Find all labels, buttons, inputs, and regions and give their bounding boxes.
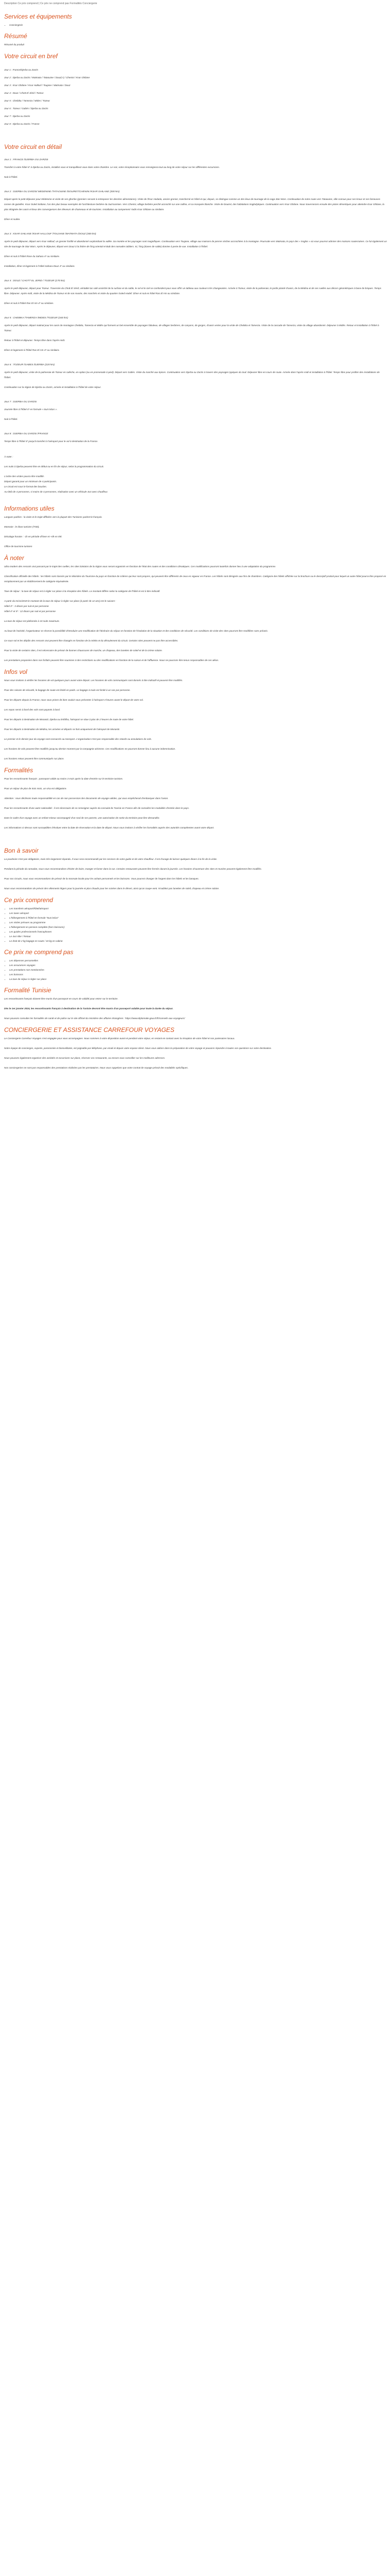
a-noter-section xyxy=(4,554,387,663)
day-text: Temps libre à l'hôtel 4* jusqu'à transfert à l'aéroport pour le vol à destination de la France. xyxy=(4,440,98,443)
services-item: • Conciergerie xyxy=(9,23,387,27)
brief-day: Jour 8 : Djerba ou Zarzis / France xyxy=(4,123,40,125)
list-item: • L'hébergement à l'hôtel en formule "tout inclus" xyxy=(9,916,387,920)
concierge-text: Le Conciergerie Carrefour Voyages s'est engagée pour vous accompagner. Nous sommes à votre disposition avant et pendant votre séjour, en restant en contact avec la réception de votre hôtel et nos partenaires locaux. xyxy=(4,1037,235,1040)
good-to-know-section xyxy=(4,847,387,891)
flight-info-text: Le premier et le dernier jour du voyage sont consacrés au transport. L'organisation n'est pas responsable des retards ou annulations de vols. xyxy=(4,738,152,740)
concierge-text: Nous pouvons également organiser des activités et excursions sur place, réserver vos restaurants, ou encore vous conseiller sur les meilleures adresses. xyxy=(4,1057,166,1059)
flight-info-text: Pour des raisons de sécurité, le bagage de soute est limité en poids. Le bagage à main est limité à un sac par personne. xyxy=(4,689,131,691)
a-noter-text: Les prestations proposées dans nos forfaits peuvent être soumises à des restrictions ou des modifications en fonction de la saison et de l'affluence. Nous ne pourrons être tenus responsables de ces aléas. xyxy=(4,659,219,662)
day-title: Jour 5 : CHEBIKA /TAMERZA /MIDES /TOZEUR (160 km) xyxy=(4,317,68,319)
resume-section xyxy=(4,32,387,47)
a-noter-text: A partir du 01/11/2019 le montant de la taxe de séjour à régler sur place (à partir de 12 ans) est le suivant : Hôtel 3* : 3 dinars par nuit et par personne Hôtel 4* et 5* : 12 dinars par nuit et par personne xyxy=(4,600,116,613)
tunisia-formalities-title: Formalité Tunisie xyxy=(4,987,52,994)
formalities-text: Dans le cadre d'un voyage avec un enfant mineur accompagné d'un seul de ses parents, une autorisation de sortie du territoire peut être demandée. xyxy=(4,817,160,819)
detail-day-1 xyxy=(4,158,387,180)
list-item: • Les dépenses personnelles xyxy=(9,958,387,963)
list-item: • Le 4x4 Aller / Retour xyxy=(9,934,387,939)
tab-navigation[interactable]: Description Ce prix comprend | Ce prix ne comprend pas Formalités Conciergerie xyxy=(4,2,97,5)
formalities-title: Formalités xyxy=(4,767,34,774)
detail-day-2 xyxy=(4,190,387,222)
services-list xyxy=(4,23,387,27)
good-to-know-text: Pour nos circuits, nous vous recommandons de prévoir de la monnaie locale pour les achats personnels et les boissons. Vous pourrez changer de l'argent dans les hôtels et les banques. xyxy=(4,877,199,880)
day-text: Après le petit déjeuner, départ matinal pour les oasis de montagne Chebika, Tamerza et Midès qui forment un bel ensemble de paysages fabuleux, de villages berbères, de canyons, de gorges, d'oasis vertes pour la visite de Chebika et Tamerza. Visite de la cascade de Tamerza, visite du village abandonné. Déjeuner à Midès. Retour et installation à l'hôtel à Tozeur. xyxy=(4,324,379,332)
brief-day: Jour 4 : Douz / Chott El Jérid / Tozeur xyxy=(4,92,44,94)
notes-intro: À noter : xyxy=(4,455,13,458)
day-text: Après le petit déjeuner, départ pour Tozeur. Traversée du Chott El Jérid, véritable lac salé asséché de la surface et du sable, le sel et le ciel se confondent pour vous offrir un tableau aux couleurs très changeantes. Arrivée à Tozeur, visite de la palmeraie, le jardin planté d'oasis, de la Médina et de ses ruelles aux décors géométriques à base de briques. Temps libre. Déjeuner. Après-midi, visite de la Médina de Tozeur et de son musée, des marchés et visite du quartier Ouled Hadef. Dîner et nuit en hôtel Ras El Aïn ou similaire. xyxy=(4,287,382,295)
price-excludes-list xyxy=(4,958,387,981)
notes-section xyxy=(4,454,387,495)
day-title: Jour 3 : KSAR GHILANE /KSAR HALLOUF /TOUJANE /MATMATA /DOUZ (300 km) xyxy=(4,233,96,235)
useful-info-title: Informations utiles xyxy=(4,505,55,512)
brief-day: Jour 5 : Chebika / Tamerza / Mides / Tozeur xyxy=(4,99,50,102)
flight-info-text: Nous vous invitons à vérifier les horaires de vol quelques jours avant votre départ. Les horaires de vols communiqués sont donnés à titre indicatif et peuvent être modifiés. xyxy=(4,679,183,682)
flight-info-title: Infos vol xyxy=(4,668,27,675)
a-noter-text: La taxe de séjour est plafonnée à 10 nuits maximum. xyxy=(4,620,60,622)
brief-day: Jour 3 : Ksar Ghilane / Ksar Hallouf / Toujane / Matmata / Douz xyxy=(4,84,71,87)
formalities-text: Pour les ressortissants d'une autre nationalité : il est nécessaire de se renseigner auprès du consulat de Tunisie en France afin de connaître les modalités d'entrée dans le pays. xyxy=(4,807,189,809)
a-noter-title: À noter xyxy=(4,554,24,562)
resume-text: Résumé du produit xyxy=(4,43,24,46)
flight-info-text: Les horaires de vols peuvent être modifiés jusqu'au dernier moment par la compagnie aérienne. Ces modifications ne pourront donner lieu à aucune indemnisation. xyxy=(4,748,176,750)
brief-day: Jour 1 : France/Djerba ou Zarzis xyxy=(4,69,38,71)
circuit-brief-section xyxy=(4,53,387,127)
list-item: • Les assurances voyages xyxy=(9,963,387,968)
useful-info-text: Office de tourisme tunisien xyxy=(4,545,32,548)
detail-day-8 xyxy=(4,432,387,444)
useful-info-text: Langues parlées : la visite et le trajet difficiles vers la plupart des Tunisiens parlent le français. xyxy=(4,516,103,518)
brief-day: Jour 6 : Tozeur / Gabès / Djerba ou Zarzis xyxy=(4,107,48,110)
detail-day-4 xyxy=(4,279,387,306)
concierge-title: CONCIERGERIE ET ASSISTANCE CARREFOUR VOYAGES xyxy=(4,1026,175,1033)
tunisia-formalities-text: Dès le 1er janvier 2024, les ressortissants français à destination de la Tunisie devront être munis d'un passeport valable pour toute la durée du séjour. xyxy=(4,1007,173,1010)
list-item: • Les prestations non mentionnées xyxy=(9,968,387,972)
a-noter-text: Taxe de séjour : la taxe de séjour est à régler sur place à la réception des hôtels. Le montant diffère selon la catégorie de l'hôtel et est à titre indicatif. xyxy=(4,590,160,592)
day-text: Dîner et logement à l'hôtel Ras El Aïn 4* ou similaire. xyxy=(4,349,60,351)
price-includes-title: Ce prix comprend xyxy=(4,896,53,904)
day-title: Jour 7 : DJERBA OU ZARZIS xyxy=(4,401,37,403)
flight-info-text: Les repas servis à bord des vols sont payants à bord. xyxy=(4,708,60,711)
formalities-text: Attention : nous déclinons toute responsabilité en cas de non possession des documents de voyage valides, qui vous empêcherait d'embarquer dans l'avion. xyxy=(4,797,169,800)
list-item: • Les guides professionnels francophones xyxy=(9,929,387,934)
brief-day: Jour 7 : Djerba ou Zarzis xyxy=(4,115,30,117)
day-text: Dîner et nuit à l'hôtel Ras El Aïn 4* ou similaire. xyxy=(4,302,54,304)
good-to-know-title: Bon à savoir xyxy=(4,847,39,854)
circuit-detail-title: Votre circuit en détail xyxy=(4,143,62,150)
tunisia-formalities-text[interactable]: Nous pouvons consulter les formalités de santé et de police sur le site officiel du ministère des affaires étrangères : https://www.diplomatie.gouv.fr/fr/conseils-aux-voyageurs/ xyxy=(4,1017,185,1020)
formalities-text: Pour les ressortissants français : passeport valide au moins 3 mois après la date d'entrée sur le territoire tunisien. xyxy=(4,777,123,780)
day-text: Transfert à votre hôtel 4* à Djerba ou Zarzis, installez-vous et tranquillisez-vous dans votre chambre. Le soir, votre réceptionnaire vous renseignera tout au long de votre séjour sur les différentes excursions. xyxy=(4,166,220,168)
price-excludes-section xyxy=(4,948,387,981)
resume-title: Résumé xyxy=(4,32,27,40)
flight-info-text: Pour les départs depuis la France, nous vous prions de bien vouloir vous présenter à l'aéroport 3 heures avant le départ de votre vol. xyxy=(4,699,144,701)
a-noter-text: Pour la visite de certains sites, il est nécessaire de prévoir de bonnes chaussures de marche, un chapeau, des lunettes de soleil et de la crème solaire. xyxy=(4,649,162,652)
detail-day-7 xyxy=(4,400,387,422)
price-excludes-title: Ce prix ne comprend pas xyxy=(4,948,74,956)
circuit-detail-section xyxy=(4,143,387,444)
day-text: Dîner et nuitée. xyxy=(4,218,21,221)
formalities-section xyxy=(4,767,387,831)
a-noter-text: Au bout de l'activité, l'organisateur se réserve la possibilité d'introduire une modification de l'itinéraire du séjour en fonction de l'évolution de la situation et des conditions de sécurité. Les conditions de visite des sites pourront être modifiées sans préavis. xyxy=(4,630,268,632)
price-includes-section xyxy=(4,896,387,943)
formalities-text: Les informations ci-dessus sont susceptibles d'évoluer entre la date de réservation et la date de départ. Nous vous invitons à vérifier les formalités auprès des autorités compétentes avant votre départ. xyxy=(4,826,215,829)
list-item: • L'hébergement en pension complète (hors boissons) xyxy=(9,925,387,929)
useful-info-text: Décalage horaire : -1h en période d'hiver et +0h en été. xyxy=(4,535,62,538)
useful-info-text: Monnaie : le dinar tunisien (TND). xyxy=(4,526,40,528)
notes-text: L'ordre des visites pourra être modifié. Départ garanti pour un minimum de 4 participants. Le circuit est sous le format des boucles. Au-delà de 4 personnes, si moins de 4 personnes, réalisation avec un véhicule 4x4 avec chauffeur. xyxy=(4,475,108,493)
price-includes-list xyxy=(4,906,387,943)
flight-info-text: Pour les départs à destination de Médina, les arrivées et départs se font uniquement de l'aéroport de Monastir. xyxy=(4,728,120,731)
list-item: • Les transferts aéroport/hôtel/aéroport xyxy=(9,906,387,911)
day-text: Journée libre à l'hôtel 4* en formule « tout inclus ». xyxy=(4,408,58,411)
tunisia-formalities-section xyxy=(4,987,387,1021)
day-text: Nuit à l'hôtel. xyxy=(4,418,18,420)
day-text: Après le petit déjeuner, départ vers Ksar Hallouf, un grenier fortifié et abandonné surplombant la vallée. Sa montée et les paysages sont magnifiques. Continuation vers Toujane, village aux maisons de pierres sèches accrochées à la montagne. Poursuite vers Matmata, le pays des « troglos » où vous pourrez admirer des maisons souterraines. Ce fut également un site de tournage de Star Wars. Après le déjeuner, départ vers Douz à la lisière de l'Erg oriental et Bab des nomades tabliers. Ici, l'Erg (dunes de sable) domine à perte de vue. Installation à l'hôtel. xyxy=(4,240,387,248)
good-to-know-text: Nous vous recommandons de prévoir des vêtements légers pour la journée et plus chauds pour les soirées dans le désert, ainsi qu'un coupe-vent. N'oubliez pas lunettes de soleil, chapeau et crème solaire. xyxy=(4,887,220,890)
formalities-text: Pour un séjour de plus de trois mois, un visa est obligatoire. xyxy=(4,787,67,790)
detail-day-6 xyxy=(4,363,387,390)
list-item: • Les taxes aéroport xyxy=(9,911,387,916)
brief-day: Jour 2 : Djerba ou Zarzis / Matmata / Tataouine / Douz(+) / Chenini / Ksar Ghilane xyxy=(4,76,90,79)
flight-info-section xyxy=(4,668,387,761)
day-text: Dîner et nuit à l'hôtel Rose du Sahara 4* ou similaire. xyxy=(4,255,60,258)
circuit-brief-title: Votre circuit en bref xyxy=(4,53,58,60)
notes-text: Les nuits à Djerba peuvent être en début ou en fin de séjour, selon la programmation du circuit. xyxy=(4,465,104,468)
day-title: Jour 2 : DJERBA OU ZARZIS/ MEDENINE /TATAOUINE /DOUIRET/CHENINI /KSAR GHILANE (300 km) xyxy=(4,191,120,193)
good-to-know-text: La pourboire n'est pas obligatoire, mais très largement répandu. Il vous sera recommandé par les services de votre guide et de votre chauffeur. Il est d'usage de laisser quelques dinars à la fin de la visite. xyxy=(4,858,217,860)
day-title: Jour 4 : DOUZ / CHOTT EL JERID / TOZEUR (170 km) xyxy=(4,280,65,282)
day-text: Départ après le petit déjeuner pour Médenine et visite de ses ghorfas (greniers servant à entreposer les denrées alimentaires). Visite de l'ksar Hadada, ancien grenier, transformé en hôtel et qui, depuis, se distingue comme un des lieux de tournage de la saga Star Wars. Continuation de notre route vers Tataouine, ville connue pour ses ksour et ses fameuses cornes de gazelles. Ksar Ouled Soltane, l'un des plus beaux exemples de l'architecture berbère du Sud tunisien. Vers Chenini, village berbère perché accroché sur une colline, et sa mosquée blanche. Visite de Douiret, des habitations troglodytiques. Continuation vers Ksar Ghilane. Nous traverserons ensuite des pistes désertiques pour atteindre Ksar Ghilane, la plus éloignée des oasis et lieux des convergences des éleveurs de chameaux et de touristes. Installation au campement Yadis Ksar Ghilane ou similaire. xyxy=(4,198,384,211)
day-title: Jour 6 : TOZEUR /GABES /DJERBA (220 km) xyxy=(4,364,55,366)
concierge-section xyxy=(4,1026,387,1071)
day-title: Jour 8 : DJERBA OU ZARZIS /FRANCE xyxy=(4,433,48,435)
day-text: Nuit à l'hôtel. xyxy=(4,176,18,178)
day-text: Continuation sur la région de Djerba ou Zarzis, arrivée et installation à l'hôtel de votre séjour. xyxy=(4,386,102,388)
day-text: Retour à l'hôtel et déjeuner. Temps libre dans l'après-midi. xyxy=(4,339,66,342)
list-item: • Les boissons xyxy=(9,972,387,977)
flight-info-text: Pour les départs à destination de Monastir, Djerba ou Enfidha, l'aéroport se situe à plus de 2 heures de route de votre hôtel. xyxy=(4,718,134,721)
a-noter-text: Ultra modern des ressorts 4x4 passant par le trajet des ruelles, les sites lointains de la région vous seront organisés en fonction de l'état des routes et des conditions climatiques. Ces modifications pourront toutefois donner lieu à une adaptation du programme. xyxy=(4,565,276,568)
day-title: Jour 1 : FRANCE /DJERBA OU ZARZIS xyxy=(4,159,48,161)
product-page xyxy=(0,0,391,1071)
tunisia-formalities-text: Les ressortissants français doivent être munis d'un passeport en cours de validité pour entrer sur le territoire. xyxy=(4,997,118,1000)
useful-info-section xyxy=(4,505,387,549)
detail-day-3 xyxy=(4,232,387,269)
list-item: • Le droit de 2 kg bagage en soute / 10 kg en cabine xyxy=(9,939,387,943)
services-section xyxy=(4,13,387,27)
day-text: Installation, dîner et logement à l'Hôtel Sahara Douz 4* ou similaire. xyxy=(4,265,75,267)
a-noter-text: Classification officielle des hôtels : les hôtels sont classés par le Ministère du Tourisme du pays en fonction de critères qui leur sont propres, qui peuvent être différents de ceux en vigueur en France. Les hôtels sont désignés aux fins de chambres. Catégorie des hôtels affichée sur la brochure ou le descriptif produit pour lequel un autre hôtel pourra être proposé en remplacement par un établissement de catégorie équivalente. xyxy=(4,575,386,583)
services-title: Services et équipements xyxy=(4,13,72,20)
flight-info-text: Les horaires retour peuvent être communiqués sur place. xyxy=(4,757,64,760)
day-text: Après le petit déjeuner, visite de la palmeraie de Tozeur en calèche, en option (ou en promenade à pied). Départ vers Gabès. Visite du marché aux épices. Continuation vers Djerba ou Zarzis à travers des paysages typiques du Sud. Déjeuner libre en cours de route. Arrivée dans l'après-midi et installation à l'hôtel. Temps libre pour profiter des installations de l'hôtel. xyxy=(4,371,380,379)
list-item: • La taxe de séjour à régler sur place xyxy=(9,977,387,981)
detail-day-5 xyxy=(4,316,387,353)
good-to-know-text: Pendant la période du ramadan, nous vous recommandons d'éviter de boire, manger et fumer dans la rue. Certains restaurants peuvent être fermés durant la journée. Les horaires d'ouverture des sites et musées peuvent également être modifiés. xyxy=(4,868,262,870)
concierge-text: Nos conciergeries ne sont pas responsables des prestations réalisées par les prestataires. Nous vous rappelons que votre contrat de voyage prévoit des modalités spécifiques. xyxy=(4,1066,188,1069)
a-noter-text: Ce sous-sol et les dépôts des ressorts 4x4 peuvent être changés en fonction de la météo et du déroulement du circuit. Certains sites peuvent ne pas être accessibles. xyxy=(4,639,178,642)
concierge-text: Notre équipe de concierges, experte, passionnée et bienveillante, est joignable par téléphone, par email et depuis votre espace client. Nous vous aidons dans la préparation de votre voyage et pouvons répondre à toutes vos questions sur votre destination. xyxy=(4,1047,272,1049)
list-item: • Les visites prévues au programme xyxy=(9,920,387,925)
